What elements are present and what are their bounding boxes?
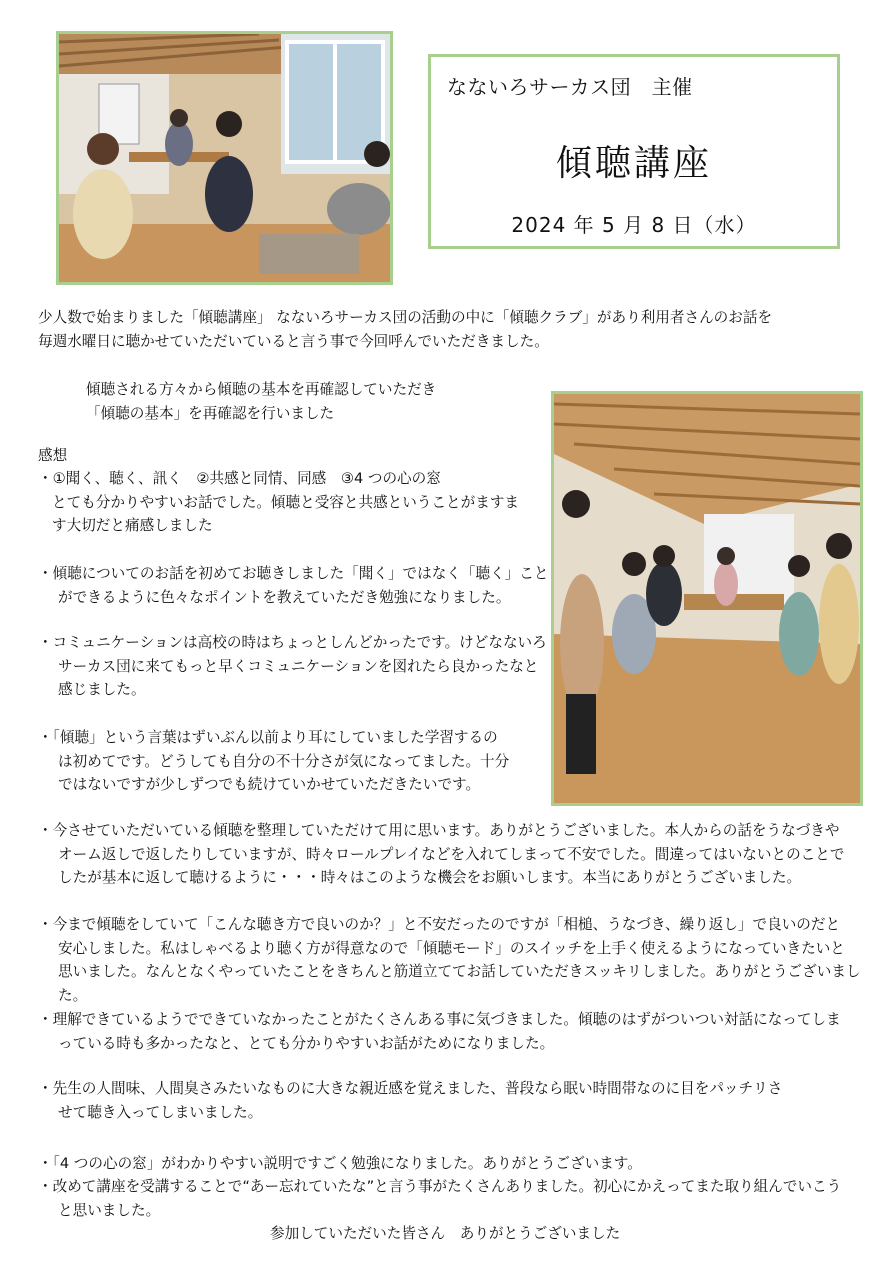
comment-line: 思いました。なんとなくやっていたことをきちんと筋道立ててお話していただきスッキリしました。ありがとうございまし — [58, 963, 861, 980]
comment-line: ・理解できているようでできていなかったことがたくさんある事に気づきました。傾聴のはずがついつい対話になってしま — [38, 1011, 841, 1028]
comment-line: ・「傾聴」という言葉はずいぶん以前より耳にしていました学習するの — [38, 729, 498, 746]
impressions-heading: 感想 — [38, 447, 68, 464]
comment-line: と思いました。 — [58, 1201, 161, 1219]
sub-line: 傾聴される方々から傾聴の基本を再確認していただき — [86, 381, 437, 398]
closing-thanks: 参加していただいた皆さん ありがとうございました — [270, 1225, 621, 1242]
comment-item — [38, 631, 547, 702]
page-title: 傾聴講座 — [555, 143, 712, 184]
comment-line: ・先生の人間味、人間臭さみたいなものに大きな親近感を覚えました、普段なら眠い時間帯なのに目をパッチリさ — [38, 1080, 783, 1097]
sub-line: 「傾聴の基本」を再確認を行いました — [86, 404, 335, 422]
comment-item — [38, 467, 519, 538]
comment-line: オーム返しで返したりしていますが、時々ロールプレイなどを入れてしまって不安でした。間違ってはいないとのことで — [58, 845, 845, 863]
organizer-line: なないろサーカス団 主催 — [447, 75, 693, 99]
comment-line: ができるように色々なポイントを教えていただき勉強になりました。 — [58, 588, 511, 606]
seminar-photo — [56, 31, 393, 285]
comment-item — [38, 726, 509, 797]
comment-line: ・コミュニケーションは高校の時はちょっとしんどかったです。けどなないろ — [38, 634, 547, 651]
comment-line: ではないですが少しずつでも続けていかせていただきたいです。 — [58, 776, 481, 793]
comment-item — [38, 1152, 642, 1176]
comment-line: ・今まで傾聴をしていて「こんな聴き方で良いのか？」と不安だったのですが「相槌、うなづき、繰り返し」で良いのだと — [38, 916, 841, 933]
comment-line: ・①聞く、聴く、訊く ②共感と同情、同感 ③4 つの心の窓 — [38, 470, 441, 487]
comment-line: ・改めて講座を受講することで“あー忘れていたな”と言う事がたくさんありました。初心にかえってまた取り組んでいこう — [38, 1178, 842, 1195]
comment-line: せて聴き入ってしまいました。 — [58, 1103, 263, 1121]
comment-line: したが基本に返して聴けるように・・・時々はこのような機会をお願いします。本当にありがとうございました。 — [58, 869, 802, 886]
comment-line: た。 — [58, 986, 88, 1004]
comment-line: っている時も多かったなと、とても分かりやすいお話がためになりました。 — [58, 1034, 555, 1052]
comment-item — [38, 562, 549, 609]
group-photo — [551, 391, 863, 806]
comment-line: 感じました。 — [58, 681, 146, 698]
comment-item — [38, 1008, 841, 1055]
intro-line: 毎週水曜日に聴かせていただいていると言う事で今回呼んでいただきました。 — [38, 332, 549, 350]
event-date: 2024 年 5 月 8 日（水） — [511, 213, 757, 237]
comment-item — [38, 1077, 782, 1124]
title-box — [428, 54, 840, 249]
sub-paragraph — [86, 378, 436, 425]
comment-line: す大切だと痛感しました — [52, 517, 213, 534]
comment-line: ・傾聴についてのお話を初めてお聴きしました「聞く」ではなく「聴く」こと — [38, 565, 549, 582]
comment-line: ・「4 つの心の窓」がわかりやすい説明ですごく勉強になりました。ありがとうございます。 — [38, 1155, 642, 1172]
comment-line: とても分かりやすいお話でした。傾聴と受容と共感ということがますま — [52, 493, 520, 511]
intro-line: 少人数で始まりました「傾聴講座」 なないろサーカス団の活動の中に「傾聴クラブ」があり利用者さんのお話を — [38, 309, 773, 326]
comment-line: サーカス団に来てもっと早くコミュニケーションを図れたら良かったなと — [58, 657, 539, 675]
intro-paragraph — [38, 306, 772, 353]
comment-line: は初めてです。どうしても自分の不十分さが気になってました。十分 — [58, 752, 510, 770]
comment-line: ・今させていただいている傾聴を整理していただけて用に思います。ありがとうございました。本人からの話をうなづきや — [38, 822, 840, 839]
comment-line: 安心しました。私はしゃべるより聴く方が得意なので「傾聴モード」のスイッチを上手く使えるようになっていきたいと — [58, 939, 845, 957]
comment-item — [38, 819, 844, 890]
comment-item — [38, 1175, 841, 1222]
comment-item — [38, 913, 861, 1007]
